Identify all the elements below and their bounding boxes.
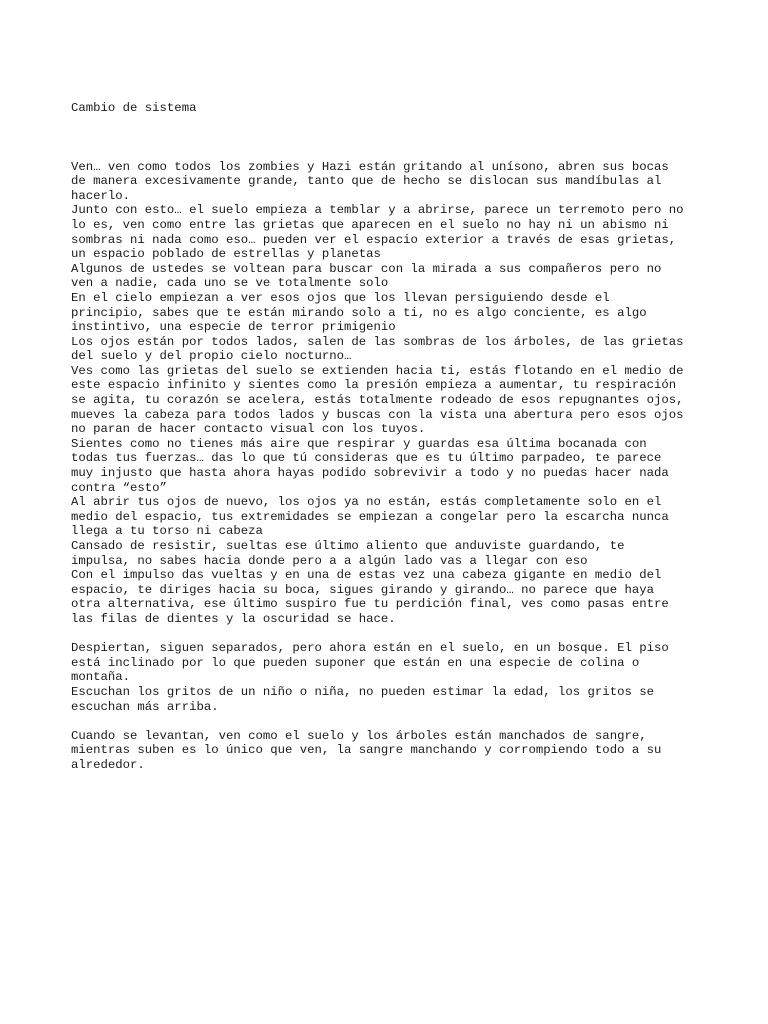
text-line: alrededor. bbox=[71, 757, 145, 772]
text-line: un espacio poblado de estrellas y planetas bbox=[71, 247, 381, 262]
text-line: Los ojos están por todos lados, salen de las sombras de los árboles, de las grietas bbox=[71, 334, 684, 349]
document-title: Cambio de sistema bbox=[71, 101, 197, 116]
text-line: otra alternativa, ese último suspiro fue tu perdición final, ves como pasas entre bbox=[71, 597, 669, 612]
text-line: hacerlo. bbox=[71, 188, 131, 203]
text-line: escuchan más arriba. bbox=[71, 699, 219, 714]
text-line: Escuchan los gritos de un niño o niña, no pueden estimar la edad, los gritos se bbox=[71, 684, 654, 699]
text-line: ven a nadie, cada uno se ve totalmente solo bbox=[71, 276, 389, 291]
text-line: principio, sabes que te están mirando solo a ti, no es algo conciente, es algo bbox=[71, 305, 647, 320]
text-line: del suelo y del propio cielo nocturno… bbox=[71, 349, 352, 364]
document-body bbox=[71, 145, 711, 773]
text-line: Al abrir tus ojos de nuevo, los ojos ya no están, estás completamente solo en el bbox=[71, 495, 662, 510]
text-line: llega a tu torso ni cabeza bbox=[71, 524, 263, 539]
text-line bbox=[71, 627, 711, 642]
text-line: se agita, tu corazón se acelera, estás totalmente rodeado de esos repugnantes ojos, bbox=[71, 393, 684, 408]
text-line: Cuando se levantan, ven como el suelo y los árboles están manchados de sangre, bbox=[71, 728, 647, 743]
text-line: montaña. bbox=[71, 670, 131, 685]
text-line: mueves la cabeza para todos lados y buscas con la vista una abertura pero esos ojos bbox=[71, 407, 684, 422]
text-line bbox=[71, 145, 711, 160]
text-line: Ves como las grietas del suelo se extienden hacia ti, estás flotando en el medio de bbox=[71, 363, 684, 378]
text-line: Despiertan, siguen separados, pero ahora están en el suelo, en un bosque. El piso bbox=[71, 641, 669, 656]
text-line: las filas de dientes y la oscuridad se hace. bbox=[71, 611, 396, 626]
text-line: está inclinado por lo que pueden suponer que están en una especie de colina o bbox=[71, 655, 640, 670]
text-line: En el cielo empiezan a ver esos ojos que los llevan persiguiendo desde el bbox=[71, 290, 610, 305]
text-line: medio del espacio, tus extremidades se empiezan a congelar pero la escarcha nunca bbox=[71, 509, 669, 524]
text-line: impulsa, no sabes hacia donde pero a a algún lado vas a llegar con eso bbox=[71, 553, 588, 568]
text-line: no paran de hacer contacto visual con los tuyos. bbox=[71, 422, 426, 437]
text-line: lo es, ven como entre las grietas que aparecen en el suelo no hay ni un abismo ni bbox=[71, 217, 669, 232]
text-line: este espacio infinito y sientes como la presión empieza a aumentar, tu respiración bbox=[71, 378, 677, 393]
text-line: Cansado de resistir, sueltas ese último aliento que anduviste guardando, te bbox=[71, 539, 625, 553]
text-line: Algunos de ustedes se voltean para buscar con la mirada a sus compañeros pero no bbox=[71, 261, 662, 276]
text-line: Junto con esto… el suelo empieza a temblar y a abrirse, parece un terremoto pero no bbox=[71, 203, 684, 218]
text-line: de manera excesivamente grande, tanto que de hecho se dislocan sus mandíbulas al bbox=[71, 174, 662, 189]
text-line: instintivo, una especie de terror primigenio bbox=[71, 320, 396, 335]
text-line: espacio, te diriges hacia su boca, sigues girando y girando… no parece que haya bbox=[71, 582, 654, 597]
text-line: contra “esto” bbox=[71, 480, 167, 495]
text-line: sombras ni nada como eso… pueden ver el espacio exterior a través de esas grietas, bbox=[71, 232, 677, 247]
text-line: mientras suben es lo único que ven, la sangre manchando y corrompiendo todo a su bbox=[71, 743, 662, 758]
text-line: todas tus fuerzas… das lo que tú consideras que es tu último parpadeo, te parece bbox=[71, 451, 662, 466]
document-page bbox=[71, 72, 711, 787]
text-line bbox=[71, 714, 711, 729]
text-line: Con el impulso das vueltas y en una de estas vez una cabeza gigante en medio del bbox=[71, 568, 662, 583]
text-line: muy injusto que hasta ahora hayas podido sobrevivir a todo y no puedas hacer nada bbox=[71, 466, 669, 481]
text-line: Ven… ven como todos los zombies y Hazi están gritando al unísono, abren sus bocas bbox=[71, 159, 669, 174]
text-line: Sientes como no tienes más aire que respirar y guardas esa última bocanada con bbox=[71, 436, 647, 451]
